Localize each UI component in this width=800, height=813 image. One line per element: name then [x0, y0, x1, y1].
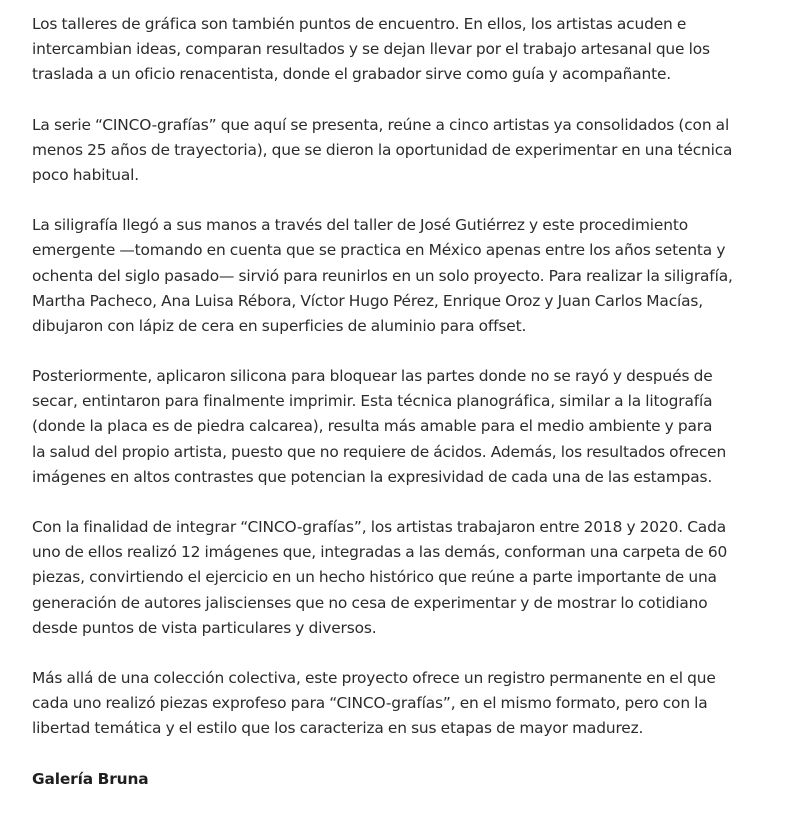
text-line: La serie “CINCO-grafías” que aquí se presenta, reúne a cinco artistas ya consolidados (con al [32, 115, 730, 134]
text-line: Más allá de una colección colectiva, este proyecto ofrece un registro permanente en el que [32, 668, 716, 687]
text-line: secar, entintaron para finalmente imprimir. Esta técnica planográfica, similar a la litografía [32, 392, 713, 411]
text-line: intercambian ideas, comparan resultados y se dejan llevar por el trabajo artesanal que los [32, 40, 710, 59]
paragraph-finalidad [32, 515, 792, 641]
paragraph-talleres [32, 12, 792, 88]
text-line: La siligrafía llegó a sus manos a través del taller de José Gutiérrez y este procedimiento [32, 216, 689, 235]
text-line: piezas, convirtiendo el ejercicio en un hecho histórico que reúne a parte importante de una [32, 568, 717, 587]
text-line: (donde la placa es de piedra calcarea), resulta más amable para el medio ambiente y para [32, 417, 713, 436]
text-line: menos 25 años de trayectoria), que se dieron la oportunidad de experimentar en una técnica [32, 140, 733, 159]
text-line: imágenes en altos contrastes que potencian la expresividad de cada una de las estampas. [32, 467, 713, 486]
text-line: dibujaron con lápiz de cera en superficies de aluminio para offset. [32, 316, 527, 335]
text-line: la salud del propio artista, puesto que no requiere de ácidos. Además, los resultados ofrecen [32, 442, 727, 461]
signature: Galería Bruna [32, 769, 149, 788]
paragraph-siligrafia [32, 213, 792, 339]
text-line: emergente —tomando en cuenta que se practica en México apenas entre los años setenta y [32, 241, 726, 260]
text-line: ochenta del siglo pasado— sirvió para reunirlos en un solo proyecto. Para realizar la siligrafía, [32, 266, 733, 285]
text-line: traslada a un oficio renacentista, donde el grabador sirve como guía y acompañante. [32, 65, 672, 84]
text-line: libertad temática y el estilo que los caracteriza en sus etapas de mayor madurez. [32, 719, 644, 738]
paragraph-serie [32, 113, 792, 189]
text-line: generación de autores jaliscienses que no cesa de experimentar y de mostrar lo cotidiano [32, 593, 708, 612]
text-line: cada uno realizó piezas exprofeso para “CINCO-grafías”, en el mismo formato, pero con la [32, 694, 708, 713]
paragraph-coleccion [32, 666, 792, 742]
text-line: poco habitual. [32, 165, 139, 184]
text-line: Posteriormente, aplicaron silicona para bloquear las partes donde no se rayó y después de [32, 367, 713, 386]
text-line: desde puntos de vista particulares y diversos. [32, 618, 377, 637]
text-line: uno de ellos realizó 12 imágenes que, integradas a las demás, conforman una carpeta de 60 [32, 543, 728, 562]
paragraph-posteriormente [32, 364, 792, 490]
text-line: Martha Pacheco, Ana Luisa Rébora, Víctor Hugo Pérez, Enrique Oroz y Juan Carlos Macías, [32, 291, 704, 310]
text-line: Con la finalidad de integrar “CINCO-grafías”, los artistas trabajaron entre 2018 y 2020. Cada [32, 518, 726, 536]
text-line: Los talleres de gráfica son también puntos de encuentro. En ellos, los artistas acuden e [32, 15, 687, 33]
article-body [32, 12, 792, 792]
